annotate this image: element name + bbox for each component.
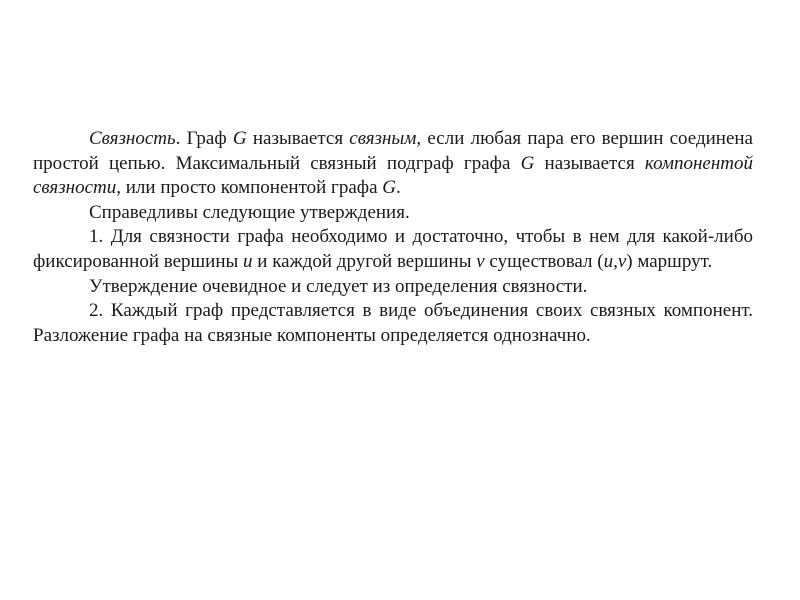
italic-term: Связность bbox=[89, 128, 176, 149]
text-run: существовал ( bbox=[484, 250, 604, 272]
text-run: 2. Каждый граф представляется в виде объединения своих связных компонент. Разложение графа на связные компоненты определяется однозначно. bbox=[33, 300, 753, 346]
text-run: и каждой другой вершины bbox=[252, 250, 477, 272]
document-body bbox=[33, 127, 753, 348]
paragraph bbox=[33, 275, 753, 300]
italic-term: связным bbox=[349, 128, 417, 149]
italic-term: G bbox=[232, 128, 247, 149]
text-run: называется bbox=[246, 128, 350, 149]
italic-term: компонентой связности bbox=[33, 152, 753, 199]
text-run: Утверждение очевидное и следует из определения связности. bbox=[89, 275, 588, 297]
text-run: , если любая пара его вершин соединена простой цепью. Максимальный связный подграф графа bbox=[33, 128, 753, 174]
text-run: . Граф bbox=[175, 128, 233, 149]
text-run: . bbox=[396, 177, 401, 199]
italic-term: G bbox=[520, 152, 535, 174]
paragraph bbox=[33, 225, 753, 274]
italic-term: u bbox=[243, 250, 253, 272]
text-run: ) маршрут. bbox=[626, 250, 713, 272]
italic-term: u,v bbox=[603, 250, 627, 272]
paragraph bbox=[33, 299, 753, 348]
italic-term: G bbox=[382, 177, 396, 199]
text-run: 1. Для связности графа необходимо и достаточно, чтобы в нем для какой-либо фиксированной вершины bbox=[33, 226, 753, 272]
paragraph bbox=[33, 127, 753, 201]
text-run: называется bbox=[534, 152, 645, 174]
paragraph bbox=[33, 201, 753, 226]
italic-term: v bbox=[476, 250, 485, 272]
text-run: Справедливы следующие утверждения. bbox=[89, 201, 410, 223]
text-run: , или просто компонентой графа bbox=[116, 177, 383, 199]
